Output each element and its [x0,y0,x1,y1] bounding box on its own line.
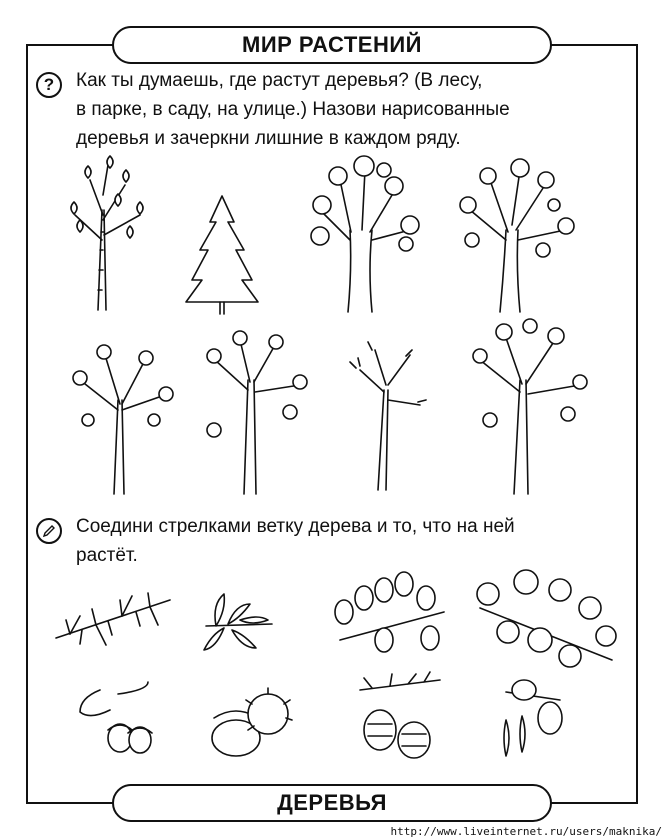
rowan-tree-illustration[interactable] [350,342,426,490]
chestnut-branch-illustration[interactable] [204,594,272,650]
apple-tree-illustration[interactable] [460,159,574,312]
page-title: МИР РАСТЕНИЙ [112,26,552,64]
task1-line: Как ты думаешь, где растут деревья? (В лесу, [76,70,483,91]
task1-line: в парке, в саду, на улице.) Назови нарисованные [76,99,510,120]
task2-line: растёт. [76,545,138,566]
birch-tree-illustration[interactable] [71,156,143,310]
oak-branch-illustration[interactable] [335,572,444,652]
footer-title: ДЕРЕВЬЯ [112,784,552,822]
oak-tree-illustration[interactable] [311,156,419,312]
pear-tree-illustration[interactable] [207,331,307,494]
task2-text [76,512,621,570]
task1-line: деревья и зачеркни лишние в каждом ряду. [76,128,461,149]
task2-line: Соедини стрелками ветку дерева и то, что на ней [76,516,515,537]
footer-url[interactable]: http://www.liveinternet.ru/users/maknika/ [390,825,662,838]
spruce-tree-illustration[interactable] [186,196,258,314]
birch-catkin-illustration[interactable] [504,680,562,756]
chestnut-illustration[interactable] [212,688,292,756]
cherry-tree-illustration[interactable] [73,345,173,494]
pencil-icon [36,518,62,544]
apple-branch-illustration[interactable] [477,570,616,667]
question-icon: ? [36,72,62,98]
apple-tree-illustration-2[interactable] [473,319,587,494]
acorn-illustration[interactable] [80,682,152,753]
spruce-branch-illustration[interactable] [56,593,170,645]
pine-cone-illustration[interactable] [360,672,440,758]
